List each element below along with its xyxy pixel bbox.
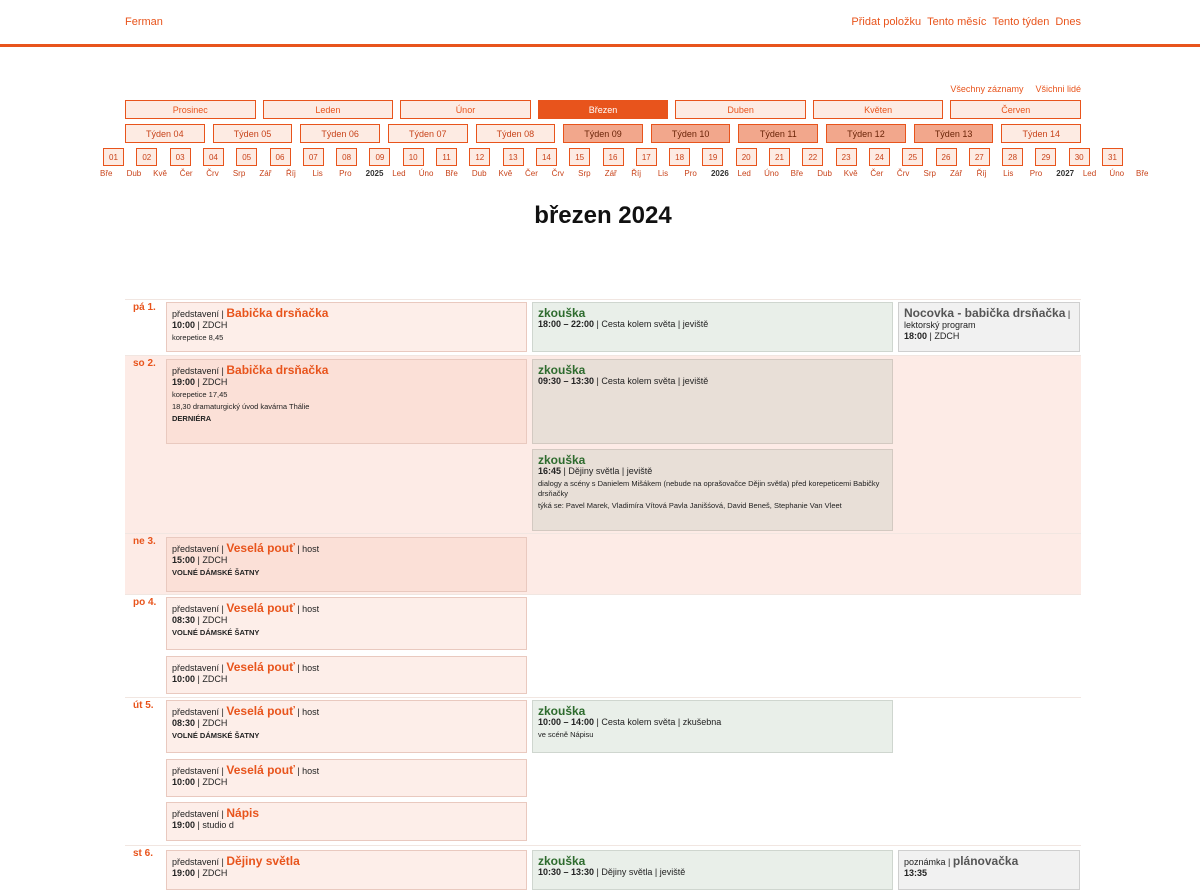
event-info: Cesta kolem světa | zkušebna — [601, 717, 722, 727]
month-button[interactable]: Únor — [400, 100, 531, 119]
day-button[interactable]: 08 — [336, 148, 357, 166]
week-button-current[interactable]: Týden 12 — [826, 124, 906, 143]
event-note: VOLNÉ DÁMSKÉ ŠATNY — [172, 731, 260, 740]
event-title[interactable]: plánovačka — [952, 854, 1019, 868]
separator: | — [594, 867, 602, 877]
separator: | — [945, 857, 953, 867]
day-row — [125, 594, 1081, 697]
event-kind: představení — [172, 857, 220, 867]
year-label: 2025 — [365, 169, 384, 178]
event-title[interactable]: zkouška — [538, 453, 586, 467]
month-button[interactable]: Červen — [950, 100, 1081, 119]
day-button[interactable]: 02 — [136, 148, 157, 166]
separator: | — [594, 717, 602, 727]
brand-link[interactable]: Ferman — [125, 16, 163, 28]
separator: | — [219, 809, 227, 819]
separator: | — [195, 555, 203, 565]
event-card[interactable] — [166, 597, 527, 650]
event-card[interactable] — [166, 700, 527, 753]
day-button[interactable]: 12 — [469, 148, 490, 166]
day-button[interactable]: 30 — [1069, 148, 1090, 166]
event-time: 19:00 — [172, 868, 196, 878]
month-strip-item[interactable]: Črv — [551, 169, 565, 178]
day-button[interactable]: 29 — [1035, 148, 1056, 166]
event-title[interactable]: Veselá pouť — [226, 763, 295, 777]
day-button[interactable]: 20 — [736, 148, 757, 166]
month-strip-item[interactable]: Srp — [578, 169, 591, 178]
event-note: DERNIÉRA — [172, 414, 212, 423]
event-place: ZDCH — [202, 377, 228, 387]
month-strip-item[interactable]: Črv — [896, 169, 910, 178]
week-button[interactable]: Týden 08 — [476, 124, 556, 143]
event-place: ZDCH — [202, 674, 228, 684]
day-label: st 6. — [133, 848, 154, 859]
month-strip-item[interactable]: Úno — [1109, 169, 1125, 178]
month-strip-item[interactable]: Srp — [232, 169, 246, 178]
event-title[interactable]: zkouška — [538, 854, 586, 868]
month-button[interactable]: Prosinec — [125, 100, 256, 119]
event-card[interactable] — [166, 850, 527, 890]
event-kind: představení — [172, 309, 220, 319]
month-strip-item[interactable]: Čer — [525, 169, 538, 178]
month-strip-item[interactable]: Led — [737, 169, 751, 178]
separator: | — [219, 663, 227, 673]
event-time: 10:00 — [172, 674, 196, 684]
event-kind: představení — [172, 544, 220, 554]
day-button[interactable]: 31 — [1102, 148, 1123, 166]
month-button[interactable]: Leden — [263, 100, 394, 119]
month-strip-item[interactable]: Pro — [1029, 169, 1043, 178]
event-time: 18:00 — [904, 331, 928, 341]
this-month-link[interactable]: Tento měsíc — [927, 16, 987, 28]
this-week-link[interactable]: Tento týden — [992, 16, 1050, 28]
day-label: so 2. — [133, 358, 156, 369]
month-strip-item[interactable]: Srp — [923, 169, 936, 178]
separator: | — [561, 466, 569, 476]
week-button[interactable]: Týden 06 — [300, 124, 380, 143]
month-strip-item[interactable]: Zář — [259, 169, 272, 178]
day-button[interactable]: 19 — [702, 148, 723, 166]
month-strip-item[interactable]: Říj — [631, 169, 642, 178]
event-host: host — [302, 544, 320, 554]
event-note: korepetice 17,45 — [172, 390, 228, 399]
event-time: 10:00 – 14:00 — [538, 717, 595, 727]
day-button[interactable]: 24 — [869, 148, 890, 166]
top-bar — [0, 0, 1200, 47]
event-title[interactable]: Nocovka - babička drsňačka — [904, 306, 1066, 320]
month-strip-item[interactable]: Úno — [764, 169, 779, 178]
month-nav — [125, 100, 1081, 119]
week-button[interactable]: Týden 04 — [125, 124, 205, 143]
event-title[interactable]: Dějiny světla — [226, 854, 300, 868]
event-time: 08:30 — [172, 615, 196, 625]
month-button[interactable]: Květen — [813, 100, 944, 119]
event-kind: představení — [172, 809, 220, 819]
records-links — [950, 84, 1081, 94]
month-strip-item[interactable]: Črv — [206, 169, 219, 178]
month-strip-item[interactable]: Zář — [950, 169, 963, 178]
event-info: Dějiny světla | jeviště — [601, 867, 686, 877]
separator: | — [195, 777, 203, 787]
day-button[interactable]: 04 — [203, 148, 224, 166]
month-strip-item[interactable]: Bře — [445, 169, 458, 178]
day-row — [125, 299, 1081, 355]
event-time: 10:30 – 13:30 — [538, 867, 595, 877]
separator: | — [219, 857, 227, 867]
event-card[interactable] — [166, 302, 527, 352]
separator: | — [219, 544, 227, 554]
month-strip-item[interactable]: Led — [392, 169, 406, 178]
event-host: host — [302, 766, 320, 776]
week-nav — [125, 124, 1081, 143]
separator: | — [195, 718, 203, 728]
separator: | — [594, 319, 602, 329]
event-place: ZDCH — [202, 868, 228, 878]
event-time: 18:00 – 22:00 — [538, 319, 595, 329]
month-strip-item[interactable]: Bře — [1136, 169, 1149, 178]
event-kind: představení — [172, 707, 220, 717]
event-time: 19:00 — [172, 377, 196, 387]
event-time: 08:30 — [172, 718, 196, 728]
separator: | — [927, 331, 935, 341]
event-place: ZDCH — [202, 777, 228, 787]
event-place: studio d — [202, 820, 234, 830]
event-note: týká se: Pavel Marek, Vladimíra Vítová Pavla Janišśová, David Beneš, Stephanie Van Vleet — [538, 501, 842, 510]
month-strip-item[interactable]: Říj — [976, 169, 987, 178]
event-title[interactable]: Veselá pouť — [226, 541, 295, 555]
separator: | — [294, 663, 303, 673]
header-links — [851, 16, 1081, 28]
event-time: 13:35 — [904, 868, 928, 878]
day-button[interactable]: 11 — [436, 148, 457, 166]
event-note: ve scéně Nápisu — [538, 730, 594, 739]
day-button[interactable]: 18 — [669, 148, 690, 166]
today-link[interactable]: Dnes — [1055, 16, 1081, 28]
day-label: út 5. — [133, 700, 154, 711]
month-strip-item[interactable]: Čer — [870, 169, 884, 178]
day-button[interactable]: 06 — [270, 148, 291, 166]
event-note: dialogy a scény s Danielem Mišákem (nebude na oprašovačce Dějin světla) před korepeticemi Babičky drsňačky — [538, 479, 880, 498]
day-button[interactable]: 21 — [769, 148, 790, 166]
year-label: 2026 — [710, 169, 729, 178]
all-people-link[interactable]: Všichni lidé — [1035, 84, 1081, 94]
month-strip-item[interactable]: Lis — [1003, 169, 1014, 178]
month-strip-item[interactable]: Dub — [126, 169, 142, 178]
event-title[interactable]: Veselá pouť — [226, 660, 295, 674]
separator: | — [594, 376, 602, 386]
event-host: host — [302, 604, 320, 614]
day-button[interactable]: 28 — [1002, 148, 1023, 166]
day-button[interactable]: 09 — [369, 148, 390, 166]
week-button-current[interactable]: Týden 10 — [651, 124, 731, 143]
day-button[interactable]: 22 — [802, 148, 823, 166]
event-time: 15:00 — [172, 555, 196, 565]
event-info: lektorský program — [904, 320, 976, 330]
separator: | — [195, 868, 203, 878]
separator: | — [1065, 309, 1071, 319]
month-strip-item[interactable]: Pro — [339, 169, 352, 178]
week-button[interactable]: Týden 14 — [1001, 124, 1081, 143]
separator: | — [219, 766, 227, 776]
event-note: korepetice 8,45 — [172, 333, 224, 342]
event-title[interactable]: zkouška — [538, 363, 586, 377]
event-title[interactable]: Babička drsňačka — [226, 363, 329, 377]
event-title[interactable]: Nápis — [226, 806, 260, 820]
day-button[interactable]: 01 — [103, 148, 124, 166]
day-button[interactable]: 25 — [902, 148, 923, 166]
separator: | — [195, 674, 203, 684]
event-note: 18,30 dramaturgický úvod kavárna Thálie — [172, 402, 310, 411]
separator: | — [294, 544, 303, 554]
month-strip-item[interactable]: Zář — [604, 169, 617, 178]
event-card[interactable] — [532, 850, 893, 890]
week-button[interactable]: Týden 07 — [388, 124, 468, 143]
month-strip-item[interactable]: Říj — [285, 169, 296, 178]
page-title: březen 2024 — [534, 202, 672, 229]
event-host: host — [302, 707, 320, 717]
event-title[interactable]: Veselá pouť — [226, 704, 295, 718]
day-button[interactable]: 17 — [636, 148, 657, 166]
event-place: ZDCH — [202, 320, 228, 330]
day-button[interactable]: 14 — [536, 148, 557, 166]
month-strip-item[interactable]: Bře — [100, 169, 113, 178]
day-button[interactable]: 16 — [603, 148, 624, 166]
day-button[interactable]: 05 — [236, 148, 257, 166]
day-button[interactable]: 26 — [936, 148, 957, 166]
all-records-link[interactable]: Všechny záznamy — [950, 84, 1024, 94]
event-card[interactable] — [532, 302, 893, 352]
separator: | — [219, 707, 227, 717]
month-strip-item[interactable]: Led — [1082, 169, 1097, 178]
event-kind: představení — [172, 604, 220, 614]
add-item-link[interactable]: Přidat položku — [851, 16, 922, 28]
event-title[interactable]: zkouška — [538, 306, 586, 320]
week-button[interactable]: Týden 05 — [213, 124, 293, 143]
event-title[interactable]: Babička drsňačka — [226, 306, 329, 320]
day-button[interactable]: 13 — [503, 148, 524, 166]
month-strip — [100, 169, 1149, 183]
event-time: 16:45 — [538, 466, 562, 476]
event-note: VOLNÉ DÁMSKÉ ŠATNY — [172, 568, 260, 577]
month-strip-item[interactable]: Kvě — [153, 169, 167, 178]
separator: | — [195, 820, 203, 830]
event-title[interactable]: Veselá pouť — [226, 601, 295, 615]
separator: | — [219, 604, 227, 614]
event-card[interactable] — [166, 656, 527, 694]
separator: | — [219, 309, 227, 319]
event-place: ZDCH — [202, 555, 228, 565]
day-label: ne 3. — [133, 536, 156, 547]
month-strip-item[interactable]: Lis — [657, 169, 669, 178]
year-label: 2027 — [1056, 169, 1075, 178]
separator: | — [195, 615, 203, 625]
month-strip-item[interactable]: Úno — [418, 169, 434, 178]
event-host: host — [302, 663, 320, 673]
event-info: Cesta kolem světa | jeviště — [601, 319, 709, 329]
event-info: Dějiny světla | jeviště — [568, 466, 653, 476]
week-button-current[interactable]: Týden 13 — [914, 124, 994, 143]
event-place: ZDCH — [934, 331, 960, 341]
event-kind: představení — [172, 766, 220, 776]
separator: | — [294, 766, 303, 776]
event-time: 10:00 — [172, 320, 196, 330]
month-button[interactable]: Duben — [675, 100, 806, 119]
event-note: VOLNÉ DÁMSKÉ ŠATNY — [172, 628, 260, 637]
separator: | — [294, 707, 303, 717]
month-strip-item[interactable]: Lis — [312, 169, 323, 178]
month-strip-item[interactable]: Dub — [817, 169, 832, 178]
event-card[interactable] — [532, 449, 893, 531]
day-button[interactable]: 03 — [170, 148, 191, 166]
event-kind: představení — [172, 663, 220, 673]
separator: | — [195, 320, 203, 330]
event-time: 10:00 — [172, 777, 196, 787]
day-nav — [101, 148, 1117, 168]
separator: | — [219, 366, 227, 376]
event-card[interactable] — [166, 759, 527, 797]
day-row — [125, 355, 1081, 533]
day-button[interactable]: 07 — [303, 148, 324, 166]
event-place: ZDCH — [202, 718, 228, 728]
day-label: po 4. — [133, 597, 157, 608]
month-strip-item[interactable]: Kvě — [498, 169, 513, 178]
week-button-current[interactable]: Týden 09 — [563, 124, 643, 143]
event-card[interactable] — [898, 850, 1080, 890]
month-strip-item[interactable]: Čer — [179, 169, 193, 178]
event-card[interactable] — [532, 700, 893, 753]
event-kind: představení — [172, 366, 220, 376]
event-time: 19:00 — [172, 820, 196, 830]
day-row — [125, 533, 1081, 594]
event-card[interactable] — [898, 302, 1080, 352]
day-row — [125, 697, 1081, 845]
day-button[interactable]: 27 — [969, 148, 990, 166]
week-button-current[interactable]: Týden 11 — [738, 124, 818, 143]
day-button[interactable]: 23 — [836, 148, 857, 166]
separator: | — [294, 604, 303, 614]
event-card[interactable] — [166, 802, 527, 841]
separator: | — [195, 377, 203, 387]
month-strip-item[interactable]: Pro — [684, 169, 697, 178]
event-info: Cesta kolem světa | jeviště — [601, 376, 709, 386]
event-card[interactable] — [166, 537, 527, 592]
day-label: pá 1. — [133, 302, 156, 313]
month-strip-item[interactable]: Dub — [471, 169, 487, 178]
day-button[interactable]: 15 — [569, 148, 590, 166]
event-place: ZDCH — [202, 615, 228, 625]
event-kind: poznámka — [904, 857, 946, 867]
event-card[interactable] — [166, 359, 527, 444]
event-card[interactable] — [532, 359, 893, 444]
month-strip-item[interactable]: Bře — [790, 169, 804, 178]
event-title[interactable]: zkouška — [538, 704, 586, 718]
month-button-active[interactable]: Březen — [538, 100, 669, 119]
event-time: 09:30 – 13:30 — [538, 376, 595, 386]
day-button[interactable]: 10 — [403, 148, 424, 166]
month-strip-item[interactable]: Kvě — [843, 169, 858, 178]
day-row — [125, 845, 1081, 885]
